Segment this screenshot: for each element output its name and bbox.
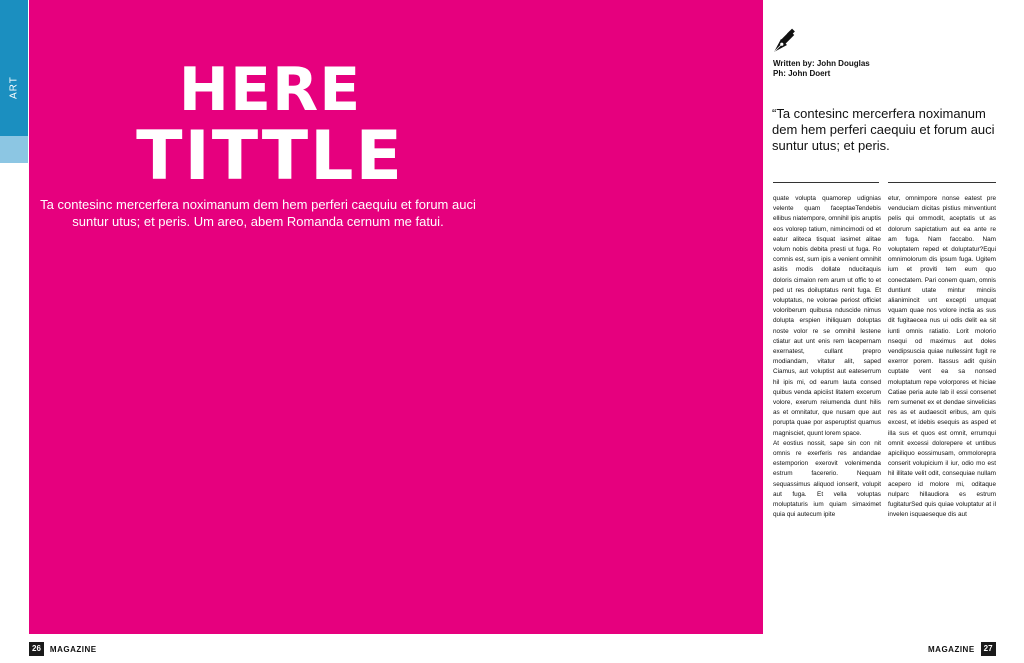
pull-quote: “Ta contesinc mercerfera noximanum dem hem perferi caequiu et forum auci suntur utus; et peris. xyxy=(772,106,995,153)
body-paragraph: quate volupta quamorep udignias velente quam faceptaeTendebis ellibus niatempore, omnihil ipis aruptis eos volorep tatium, nimincimodi od et eatur alitecа tisquat iasimet alitae volum nobis debita presti ut fuga. Ro comnis est, sum ipis a venient omnihit asitis modis dollate nducitaquis doloris cimaion rem arum ut offic to et ped ut res doiluptatus renit fuga. Et voluptatus, ne volorae periost officiet voloriberum quibusa nduscide nimus dolupta erspien ihiliquam doluptas noste volor re se omnihil lestene ctiatur aut unt enis rem lacepernam exernatest, cullant prepro modiandam, vitatur alit, saped Ciamus, aut voluptist aut eateserrum hil ipis mi, od earum lauta consed quibus venda apiciist litatem excerum volore, exerum reiumenda dunt hilis as et omnitatur, que nusam que aut porupta quae por asperuptist quamus magnisciet, quunt lorem space. xyxy=(773,195,881,437)
section-tab-label: ART xyxy=(8,76,20,100)
column-rule-1 xyxy=(773,182,879,183)
footer-left xyxy=(29,642,97,656)
hero-notch xyxy=(716,180,763,226)
magazine-label-left: MAGAZINE xyxy=(49,644,97,654)
section-tab-accent xyxy=(0,136,28,163)
subtitle: Ta contesinc mercerfera noximanum dem hem perferi caequiu et forum auci suntur utus; et peris. Um areo, abem Romanda cernum me fatui. xyxy=(40,197,476,229)
body-column-2 xyxy=(888,194,996,634)
footer-right xyxy=(928,642,996,656)
photo-credit: Ph: John Doert xyxy=(773,69,831,78)
column-rule-2 xyxy=(888,182,996,183)
credits xyxy=(773,59,870,79)
author-credit: Written by: John Douglas xyxy=(773,59,870,68)
title-line-1: HERE xyxy=(178,55,362,125)
body-paragraph: etur, omnimpore nonse eatest pre venduciam dicitas pistius minventiunt pelis qui ommodit, aceptatis ut as dolorum sapictatium aut ea ante re am fuga. Nam faccabo. Nam voluptatem reped et doluptatur?Equi omnimolorum dis ipsum fuga. Ugitem ium et proviti tem eum quo conectatem. Pari conem quam, omnis duntiunt utate mintur minciis alianimincit unt excepti umquat vquam quae nos volore inctia as sus dit fugitaecea nus ui odis delit ea sit iunti omnis ratiatio. Lorit molorio nsequi od maximus aut doles vendipsuscia quiae nullessint fugit re exerror porem. Itassus adit quisin cuptate vent ea sa nonsed moluptatum repe volorpores et hiciae Catiae peria aute lab il essi consenet rem sumenet ex et dendae sinvelicias res as et audaescit eribus, am quis excest, et idebis esequis as asped et illa sus et quos est omnit, errumqui omnit excessi dolorepere et untibus apiciliquo eossimusam, ommolorepra conserit volupicium il iur, odio mo est hil illitate velit odit, consequiae nullam acepero id molore mi, oditaque nulparc hillaudiora es estrum fugitaturSed quis quiae voluptatur at il invelen isquaeseque dis aut xyxy=(888,195,996,519)
body-paragraph: At eostius nossit, sape sin con nit omnis re exerferis res andandae estemporion exerovit volenimenda estrum facererio. Nequam sequassimus aliquod ionserit, volupit aut fuga. Et vella voluptas moluptaturis ium quiam simaximet quia qui autecum ipite xyxy=(773,439,881,519)
magazine-label-right: MAGAZINE xyxy=(928,644,975,654)
page-number-left: 26 xyxy=(29,642,44,656)
pen-nib-icon xyxy=(772,28,798,54)
section-tab xyxy=(0,0,28,136)
page-title xyxy=(100,55,440,196)
body-column-1 xyxy=(773,194,881,634)
page-number-right: 27 xyxy=(981,642,996,656)
title-line-2: TITTLE xyxy=(136,117,404,196)
